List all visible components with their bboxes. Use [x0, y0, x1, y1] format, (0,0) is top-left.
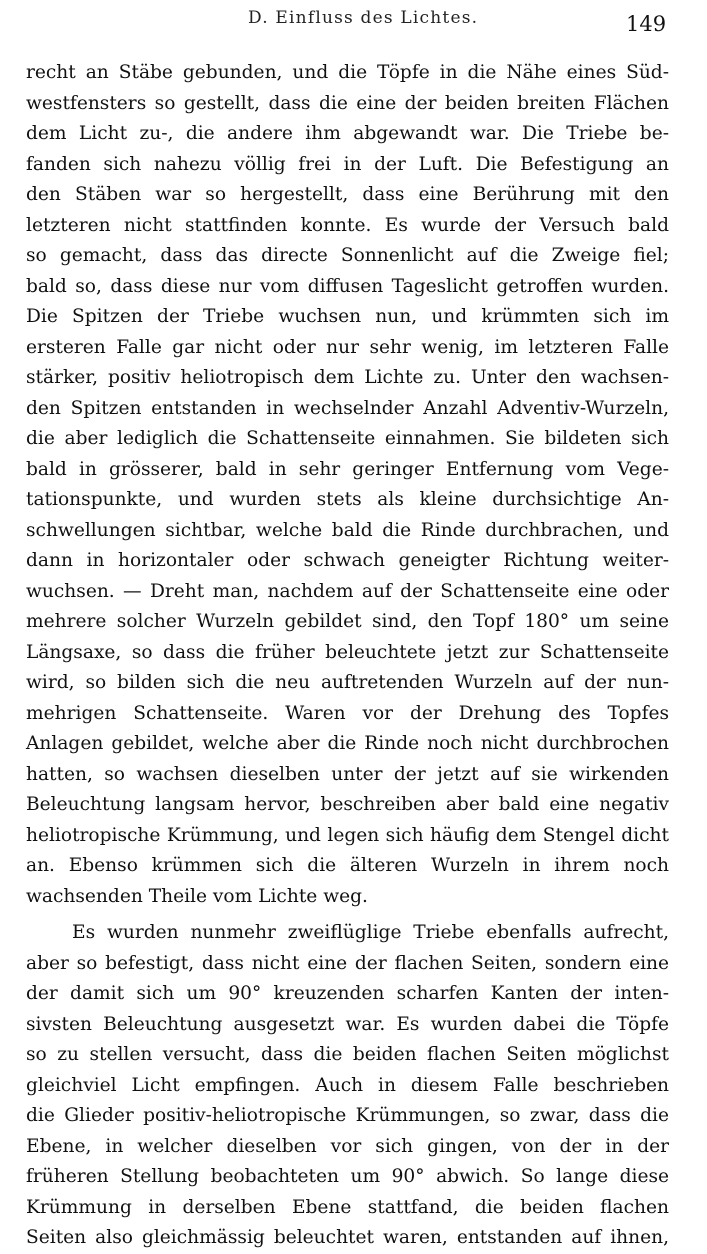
body-text — [26, 58, 669, 1254]
text-line: früheren Stellung beobachteten um 90° abwich. So lange diese — [26, 1166, 669, 1187]
text-line: ersteren Falle gar nicht oder nur sehr wenig, im letzteren Falle — [26, 336, 669, 358]
text-line: aber so befestigt, dass nicht eine der flachen Seiten, sondern eine — [26, 952, 669, 974]
text-line: stärker, positiv heliotropisch dem Lichte zu. Unter den wachsen- — [26, 367, 669, 388]
running-head — [0, 8, 707, 36]
text-line: an. Ebenso krümmen sich die älteren Wurzeln in ihrem noch — [26, 855, 669, 876]
text-line: recht an Stäbe gebunden, und die Töpfe in die Nähe eines Süd- — [26, 62, 669, 83]
text-line: den Spitzen entstanden in wechselnder Anzahl Adventiv-Wurzeln, — [26, 397, 669, 419]
text-line: wachsenden Theile vom Lichte weg. — [26, 885, 368, 907]
text-line: dem Licht zu-, die andere ihm abgewandt war. Die Triebe be- — [26, 123, 669, 144]
text-line: mehrere solcher Wurzeln gebildet sind, den Topf 180° um seine — [26, 611, 669, 632]
text-line: so zu stellen versucht, dass die beiden flachen Seiten möglichst — [26, 1044, 669, 1065]
text-line: bald in grösserer, bald in sehr geringer Entfernung vom Vege- — [26, 458, 669, 480]
text-line: Ebene, in welcher dieselben vor sich gingen, von der in der — [26, 1135, 669, 1157]
text-line: Beleuchtung langsam hervor, beschreiben aber bald eine negativ — [26, 794, 669, 815]
text-line: Anlagen gebildet, welche aber die Rinde noch nicht durchbrochen — [26, 733, 669, 754]
text-line: so gemacht, dass das directe Sonnenlicht auf die Zweige fiel; — [26, 245, 669, 266]
page-number: 149 — [626, 12, 667, 36]
text-line: die aber lediglich die Schattenseite einnahmen. Sie bildeten sich — [26, 428, 669, 449]
text-line: sivsten Beleuchtung ausgesetzt war. Es wurden dabei die Töpfe — [26, 1013, 669, 1035]
text-line: schwellungen sichtbar, welche bald die Rinde durchbrachen, und — [26, 519, 669, 541]
text-line: gleichviel Licht empfingen. Auch in diesem Falle beschrieben — [26, 1074, 669, 1096]
text-line: Längsaxe, so dass die früher beleuchtete jetzt zur Schattenseite — [26, 641, 669, 663]
text-line: mehrigen Schattenseite. Waren vor der Drehung des Topfes — [26, 702, 669, 724]
text-line: Krümmung in derselben Ebene stattfand, die beiden flachen — [26, 1196, 669, 1218]
text-line: letzteren nicht stattfinden konnte. Es wurde der Versuch bald — [26, 214, 669, 236]
text-line: wird, so bilden sich die neu auftretenden Wurzeln auf der nun- — [26, 672, 669, 693]
text-line: westfensters so gestellt, dass die eine der beiden breiten Flächen — [26, 92, 669, 114]
text-line: Die Spitzen der Triebe wuchsen nun, und krümmten sich im — [26, 306, 669, 327]
paragraph-1 — [26, 58, 669, 912]
text-line: der damit sich um 90° kreuzenden scharfen Kanten der inten- — [26, 983, 669, 1004]
text-line: die Glieder positiv-heliotropische Krümmungen, so zwar, dass die — [26, 1105, 669, 1126]
text-line: den Stäben war so hergestellt, dass eine Berührung mit den — [26, 184, 669, 205]
text-line: tationspunkte, und wurden stets als kleine durchsichtige An- — [26, 489, 669, 510]
text-line: heliotropische Krümmung, und legen sich häufig dem Stengel dicht — [26, 824, 669, 846]
text-line: dann in horizontaler oder schwach geneigter Richtung weiter- — [26, 550, 669, 571]
text-line: bald so, dass diese nur vom diffusen Tageslicht getroffen wurden. — [26, 275, 669, 297]
text-line: Seiten also gleichmässig beleuchtet waren, entstanden auf ihnen, — [26, 1227, 669, 1248]
text-line: fanden sich nahezu völlig frei in der Luft. Die Befestigung an — [26, 153, 669, 175]
paragraph-2 — [26, 918, 669, 1254]
running-title: D. Einfluss des Lichtes. — [248, 8, 479, 28]
text-line: Es wurden nunmehr zweiflüglige Triebe ebenfalls aufrecht, — [72, 922, 669, 943]
text-line: wuchsen. — Dreht man, nachdem auf der Schattenseite eine oder — [26, 580, 669, 602]
text-line: hatten, so wachsen dieselben unter der jetzt auf sie wirkenden — [26, 763, 669, 785]
